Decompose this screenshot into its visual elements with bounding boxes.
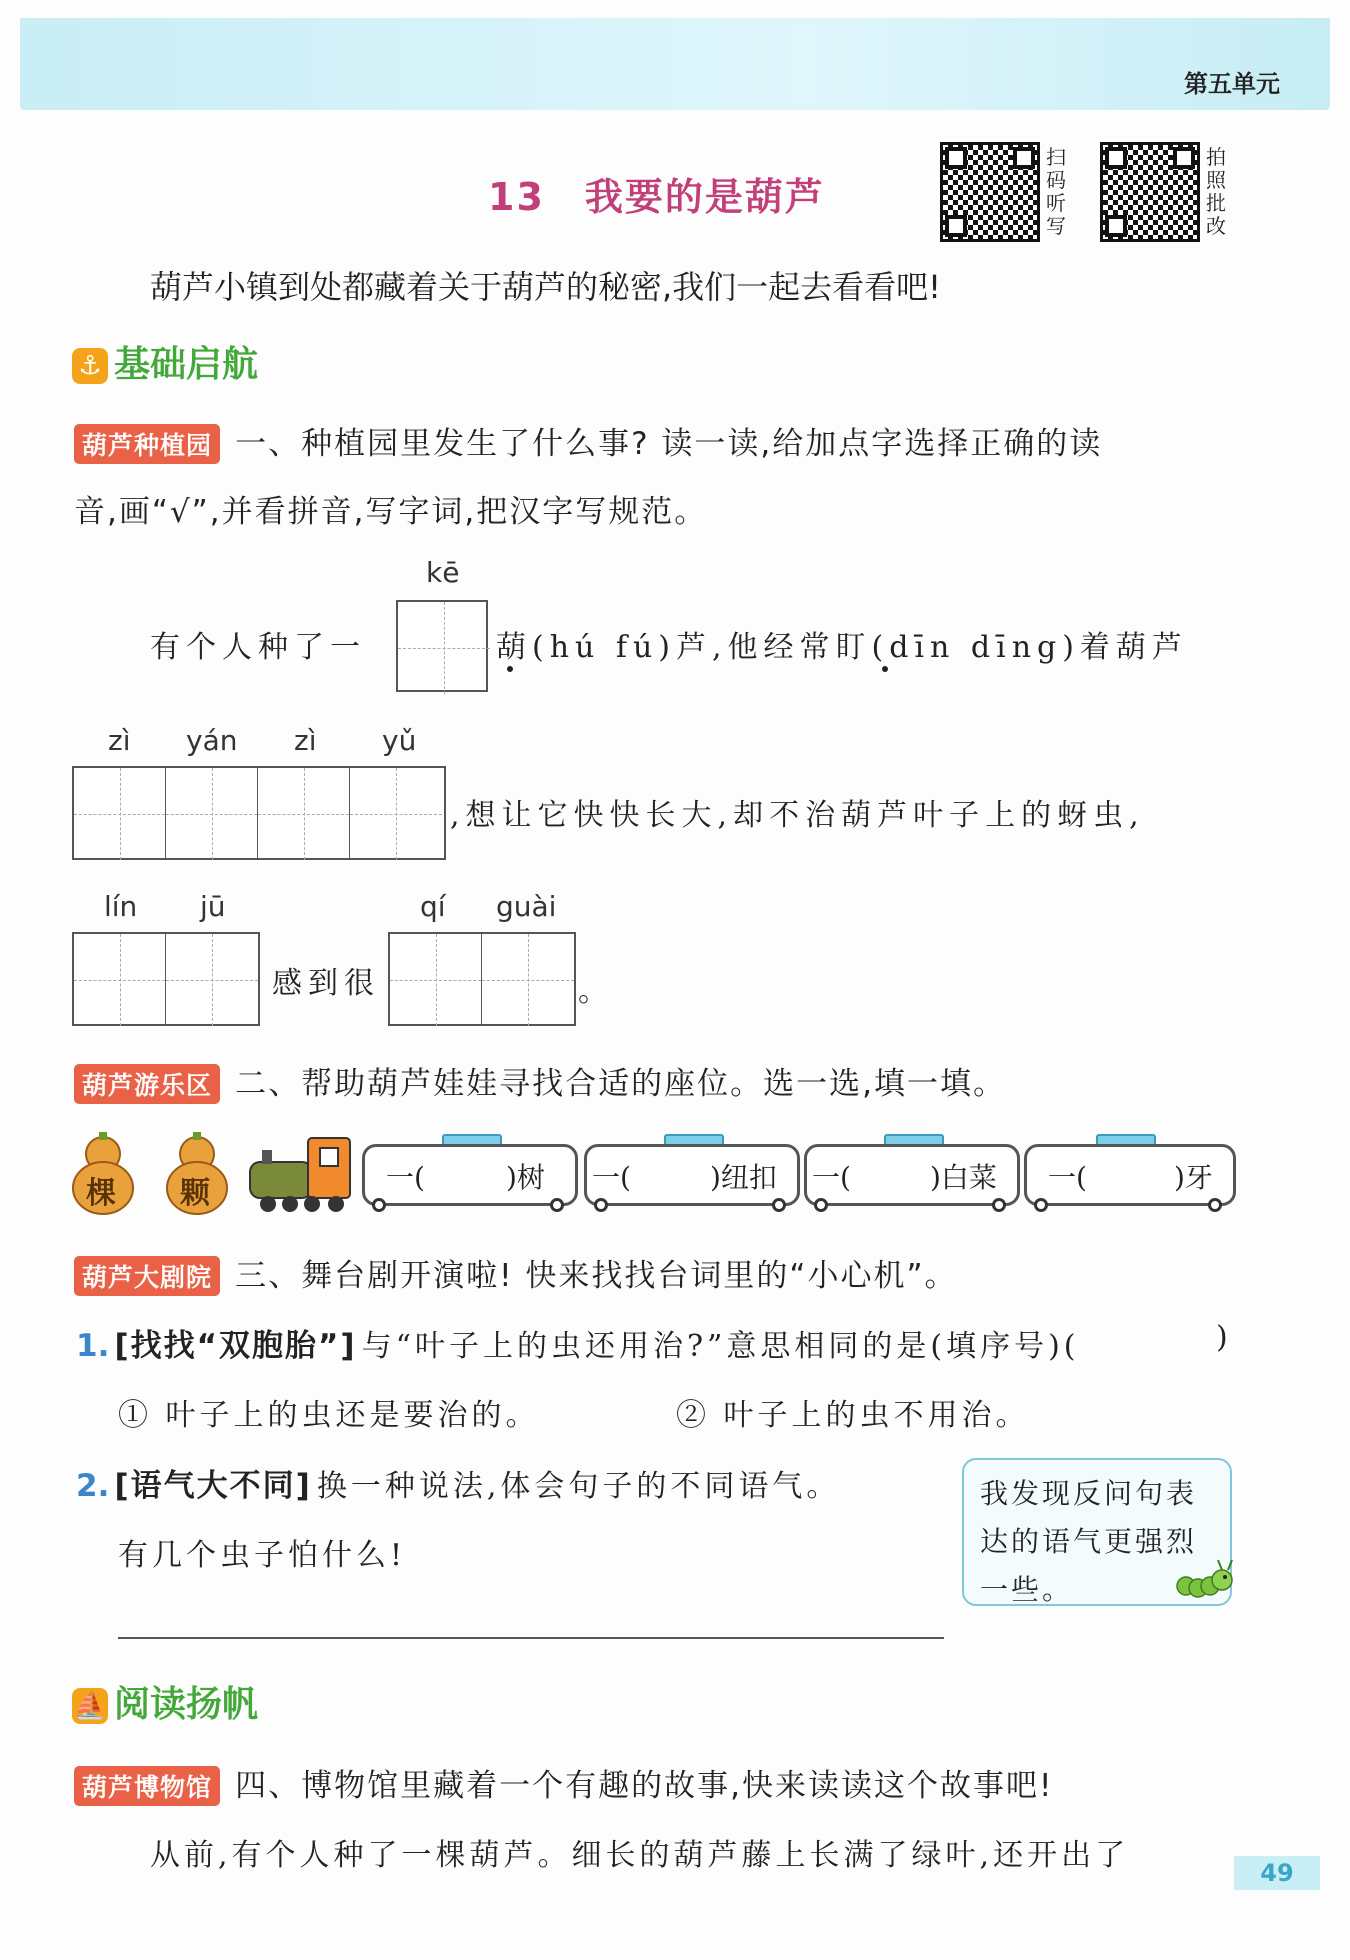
q3-option-1: ① 叶子上的虫还是要治的。 [118, 1398, 540, 1433]
q3-item2-text: 换一种说法,体会句子的不同语气。 [316, 1469, 841, 1504]
section-reading-title: ⛵ 阅读扬帆 [73, 1684, 259, 1725]
qr-code-correction[interactable] [1100, 142, 1200, 242]
tip-note: 我发现反问句表达的语气更强烈一些。 [962, 1458, 1232, 1606]
q3-item2-label: [语气大不同] [114, 1468, 312, 1504]
q3-item2-sentence: 有几个虫子怕什么! [118, 1538, 407, 1573]
answer-box-ke[interactable] [396, 600, 488, 692]
q1-tag: 葫芦种植园 [74, 424, 220, 464]
q3-option-2: ② 叶子上的虫不用治。 [676, 1398, 1030, 1433]
pinyin-ju: jū [200, 890, 226, 923]
caterpillar-icon [1176, 1556, 1238, 1600]
locomotive-icon [246, 1130, 358, 1214]
train-car-2[interactable]: 一( )纽扣 [584, 1140, 800, 1220]
pinyin-zi2: zì [294, 724, 317, 757]
train-car-4[interactable]: 一( )牙 [1024, 1140, 1236, 1220]
emphasis-dot-ding [882, 666, 888, 672]
q1-heading [74, 418, 1102, 464]
gourd-label-ke2: 颗 [180, 1176, 210, 1211]
section-basic-title: ⚓ 基础启航 [72, 336, 258, 387]
row3-middle: 感到很 [272, 966, 380, 1001]
q2-text: 二、帮助葫芦娃娃寻找合适的座位。选一选,填一填。 [235, 1066, 1006, 1102]
qr-code-dictation[interactable] [940, 142, 1040, 242]
train-car-3[interactable]: 一( )白菜 [804, 1140, 1020, 1220]
qr1-label: 扫 码 听 写 [1046, 145, 1066, 238]
q3-tag: 葫芦大剧院 [74, 1256, 220, 1296]
q4-text: 四、博物馆里藏着一个有趣的故事,快来读读这个故事吧! [235, 1768, 1054, 1804]
anchor-icon: ⚓ [72, 348, 108, 384]
intro-text: 葫芦小镇到处都藏着关于葫芦的秘密,我们一起去看看吧! [150, 268, 942, 306]
answer-box-qiguai[interactable] [388, 932, 576, 1026]
row1-after: 葫(hú fú)芦,他经常盯(dīn dīng)着葫芦 [496, 630, 1188, 665]
row3-end: 。 [578, 974, 614, 1009]
answer-box-ziyanziyu[interactable] [72, 766, 446, 860]
answer-box-linju[interactable] [72, 932, 260, 1026]
answer-line[interactable] [118, 1637, 944, 1639]
train-car-1[interactable]: 一( )树 [362, 1140, 578, 1220]
pinyin-yan: yán [186, 724, 238, 757]
q3-item1-text: 与“叶子上的虫还用治?”意思相同的是(填序号)( [361, 1329, 1080, 1364]
header-band [20, 18, 1330, 110]
pinyin-yu: yǔ [382, 724, 417, 757]
emphasis-dot-hu [507, 666, 513, 672]
q4-heading [74, 1760, 1053, 1806]
pinyin-guai: guài [496, 890, 557, 923]
pinyin-zi1: zì [108, 724, 131, 757]
lesson-title [488, 166, 825, 221]
page-number: 49 [1234, 1856, 1320, 1890]
q4-story: 从前,有个人种了一棵葫芦。细长的葫芦藤上长满了绿叶,还开出了 [150, 1838, 1130, 1873]
q3-item1-label: [找找“双胞胎”] [114, 1328, 357, 1364]
q3-item1-answer-blank[interactable] [1130, 1318, 1210, 1358]
q3-item1-close: ) [1216, 1320, 1232, 1355]
sailboat-icon: ⛵ [72, 1688, 108, 1724]
pinyin-lin: lín [104, 890, 138, 923]
q3-heading [74, 1250, 958, 1296]
row1-before: 有个人种了一 [150, 630, 366, 665]
q1-line2: 音,画“√”,并看拼音,写字词,把汉字写规范。 [74, 494, 708, 530]
qr2-label: 拍 照 批 改 [1206, 145, 1226, 238]
q3-item2: 2. [语气大不同] 换一种说法,体会句子的不同语气。 [76, 1468, 841, 1504]
row2-after: ,想让它快快长大,却不治葫芦叶子上的蚜虫, [450, 798, 1145, 833]
pinyin-qi: qí [420, 890, 446, 923]
gourd-label-ke: 棵 [86, 1176, 116, 1211]
q3-text: 三、舞台剧开演啦! 快来找找台词里的“小心机”。 [235, 1258, 958, 1294]
q2-tag: 葫芦游乐区 [74, 1064, 220, 1104]
lesson-name: 我要的是葫芦 [584, 175, 825, 219]
q2-heading [74, 1058, 1006, 1104]
q4-tag: 葫芦博物馆 [74, 1766, 220, 1806]
q3-item1: 1. [找找“双胞胎”] 与“叶子上的虫还用治?”意思相同的是(填序号)( [76, 1328, 1080, 1364]
lesson-number: 13 [488, 175, 545, 219]
q1-line1: 一、种植园里发生了什么事? 读一读,给加点字选择正确的读 [235, 426, 1103, 462]
unit-label: 第五单元 [1184, 70, 1280, 98]
pinyin-ke: kē [426, 556, 460, 589]
